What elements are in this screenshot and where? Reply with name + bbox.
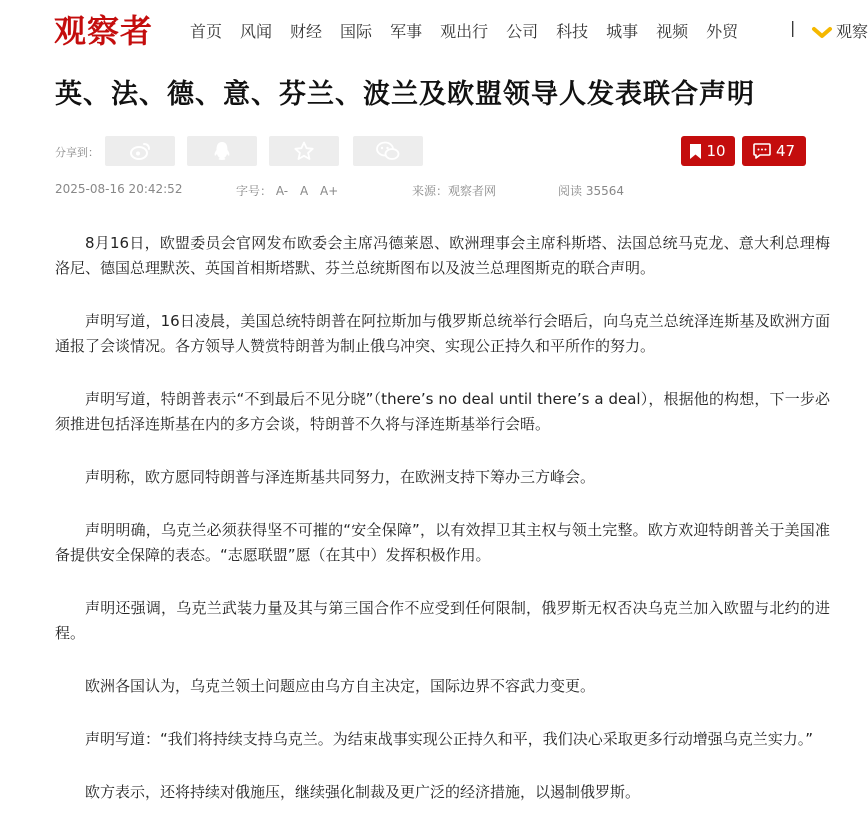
nav-item-home[interactable]: 首页 [190,22,223,41]
weibo-icon [129,142,151,160]
article-title: 英、法、德、意、芬兰、波兰及欧盟领导人发表联合声明 [55,79,755,110]
share-weibo-button[interactable] [105,136,175,166]
view-count: 阅读 35564 [558,184,624,198]
article-paragraph: 声明称，欧方愿同特朗普与泽连斯基共同努力，在欧洲支持下筹办三方峰会。 [85,468,596,486]
bookmark-icon [690,144,701,159]
nav-extra-label: 观察 [836,22,868,41]
wechat-icon [376,141,400,161]
nav-item-video[interactable]: 视频 [656,22,689,41]
article-paragraph: 8月16日，欧盟委员会官网发布欧委会主席冯德莱恩、欧洲理事会主席科斯塔、法国总统马克龙、意大利总理梅洛尼、德国总理默茨、英国首相斯塔默、芬兰总统斯图布以及波兰总理图斯克的联合声明。 [55,234,830,277]
star-icon [294,141,314,161]
font-size-decrease-button[interactable]: A- [275,184,289,198]
nav-item-guancha-app[interactable] [812,19,868,42]
share-qq-button[interactable] [187,136,257,166]
font-size-increase-button[interactable]: A+ [320,184,339,198]
qq-icon [213,141,231,161]
comment-icon [753,143,771,159]
article-body [55,231,830,833]
publish-datetime: 2025-08-16 20:42:52 [55,182,183,196]
site-header [0,0,868,60]
nav-item-city[interactable]: 城事 [606,22,639,41]
article-meta [55,182,815,200]
nav-item-tech[interactable]: 科技 [556,22,589,41]
nav-item-company[interactable]: 公司 [506,22,539,41]
article-paragraph: 欧洲各国认为，乌克兰领土问题应由乌方自主决定，国际边界不容武力变更。 [85,677,596,695]
font-size-control [236,182,346,199]
chevron-check-icon [812,24,832,38]
nav-item-fengwen[interactable]: 风闻 [240,22,273,41]
article-source: 来源：观察者网 [412,184,497,198]
font-size-label: 字号： [236,184,273,198]
comment-count: 47 [775,142,796,160]
share-wechat-button[interactable] [353,136,423,166]
article-paragraph: 声明写道，特朗普表示“不到最后不见分晓”（there’s no deal until there’s a deal），根据他的构想，下一步必须推进包括泽连斯基在内的多方会谈，特朗普不久将与泽连斯基举行会晤。 [55,390,830,433]
article-paragraph: 声明写道：“我们将持续支持乌克兰。为结束战事实现公正持久和平，我们决心采取更多行动增强乌克兰实力。” [85,730,814,748]
nav-item-international[interactable]: 国际 [340,22,373,41]
nav-item-finance[interactable]: 财经 [290,22,323,41]
share-label: 分享到： [55,146,99,159]
nav-item-travel[interactable]: 观出行 [440,22,489,41]
article-paragraph: 声明写道，16日凌晨，美国总统特朗普在阿拉斯加与俄罗斯总统举行会晤后，向乌克兰总统泽连斯基及欧洲方面通报了会谈情况。各方领导人赞赏特朗普为制止俄乌冲突、实现公正持久和平所作的努力。 [55,312,830,355]
comment-button[interactable] [742,136,806,166]
site-logo[interactable]: 观察者 [54,12,154,50]
bookmark-count: 10 [706,142,726,160]
nav-item-military[interactable]: 军事 [390,22,423,41]
article-paragraph: 声明还强调，乌克兰武装力量及其与第三国合作不应受到任何限制，俄罗斯无权否决乌克兰加入欧盟与北约的进程。 [55,599,830,642]
main-nav [190,19,756,42]
nav-separator: | [790,18,796,37]
article-paragraph: 欧方表示，还将持续对俄施压，继续强化制裁及更广泛的经济措施，以遏制俄罗斯。 [85,783,641,801]
bookmark-button[interactable] [681,136,735,166]
nav-item-trade[interactable]: 外贸 [706,22,739,41]
share-toolbar [55,136,815,166]
font-size-default-button[interactable]: A [299,184,309,198]
article-paragraph: 声明明确，乌克兰必须获得坚不可摧的“安全保障”，以有效捍卫其主权与领土完整。欧方欢迎特朗普关于美国准备提供安全保障的表态。“志愿联盟”愿（在其中）发挥积极作用。 [55,521,830,564]
share-favorite-button[interactable] [269,136,339,166]
